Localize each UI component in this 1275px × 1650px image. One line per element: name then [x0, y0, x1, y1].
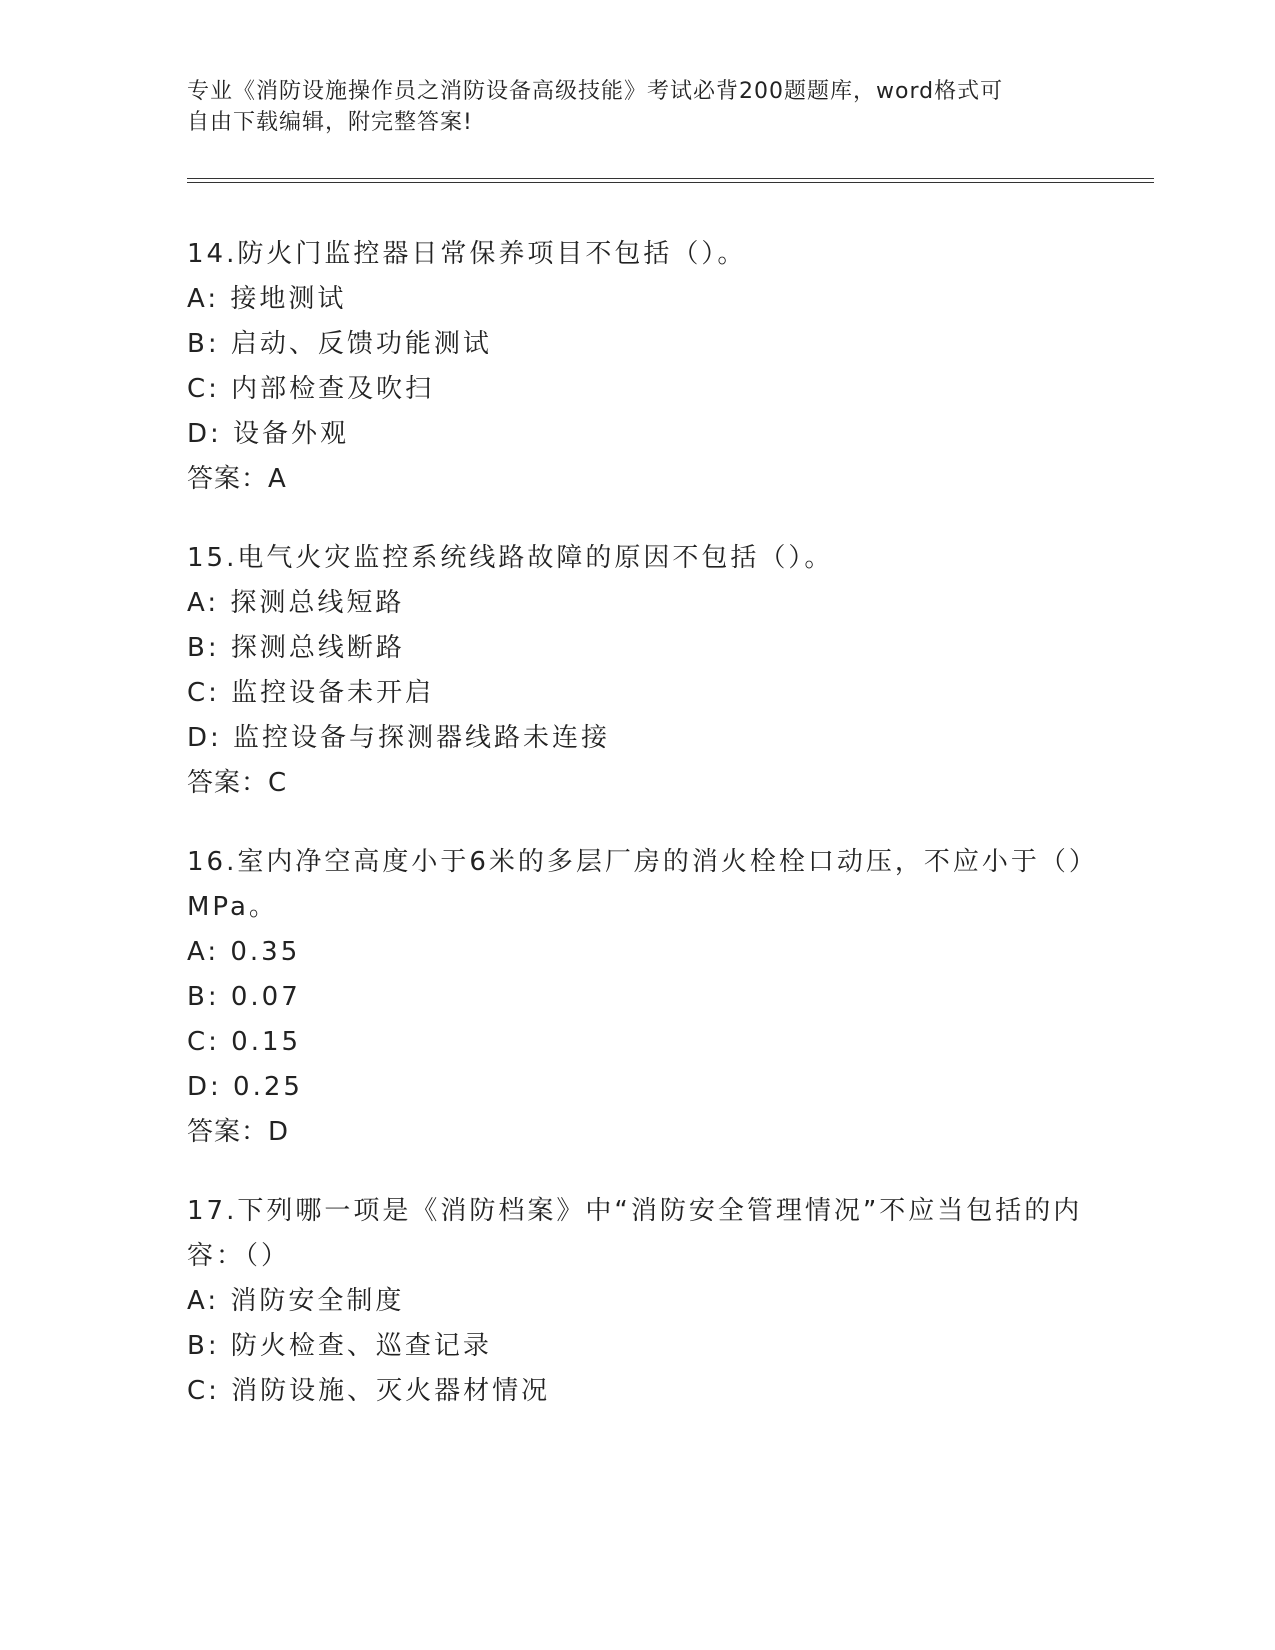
question-14 [187, 232, 1087, 502]
option-d: D: 监控设备与探测器线路未连接 [187, 723, 611, 753]
question-15 [187, 536, 1087, 806]
option-c: C: 0.15 [187, 1027, 302, 1057]
question-stem: 17.下列哪一项是《消防档案》中“消防安全管理情况”不应当包括的内容：（） [187, 1196, 1083, 1271]
question-stem: 14.防火门监控器日常保养项目不包括（）。 [187, 239, 747, 269]
option-a: A: 消防安全制度 [187, 1286, 405, 1316]
option-c: C: 监控设备未开启 [187, 678, 435, 708]
question-stem: 15.电气火灾监控系统线路故障的原因不包括（）。 [187, 543, 834, 573]
document-header [187, 76, 1067, 138]
option-a: A: 探测总线短路 [187, 588, 405, 618]
answer: 答案：A [187, 464, 287, 494]
header-divider-top [187, 178, 1154, 179]
answer: 答案：D [187, 1117, 290, 1147]
option-b: B: 探测总线断路 [187, 633, 405, 663]
option-d: D: 0.25 [187, 1072, 303, 1102]
option-c: C: 内部检查及吹扫 [187, 374, 435, 404]
option-b: B: 防火检查、巡查记录 [187, 1331, 492, 1361]
option-a: A: 接地测试 [187, 284, 347, 314]
option-a: A: 0.35 [187, 937, 301, 967]
option-d: D: 设备外观 [187, 419, 350, 449]
question-list [187, 232, 1087, 1448]
answer: 答案：C [187, 768, 288, 798]
option-b: B: 启动、反馈功能测试 [187, 329, 492, 359]
question-17 [187, 1189, 1087, 1414]
question-16 [187, 840, 1087, 1155]
header-line-1: 专业《消防设施操作员之消防设备高级技能》考试必背200题题库，word格式可 [187, 79, 1004, 104]
option-c: C: 消防设施、灭火器材情况 [187, 1376, 551, 1406]
option-b: B: 0.07 [187, 982, 301, 1012]
header-divider-bottom [187, 182, 1154, 183]
header-line-2: 自由下载编辑，附完整答案! [187, 110, 473, 135]
question-stem: 16.室内净空高度小于6米的多层厂房的消火栓栓口动压，不应小于（）MPa。 [187, 847, 1085, 922]
